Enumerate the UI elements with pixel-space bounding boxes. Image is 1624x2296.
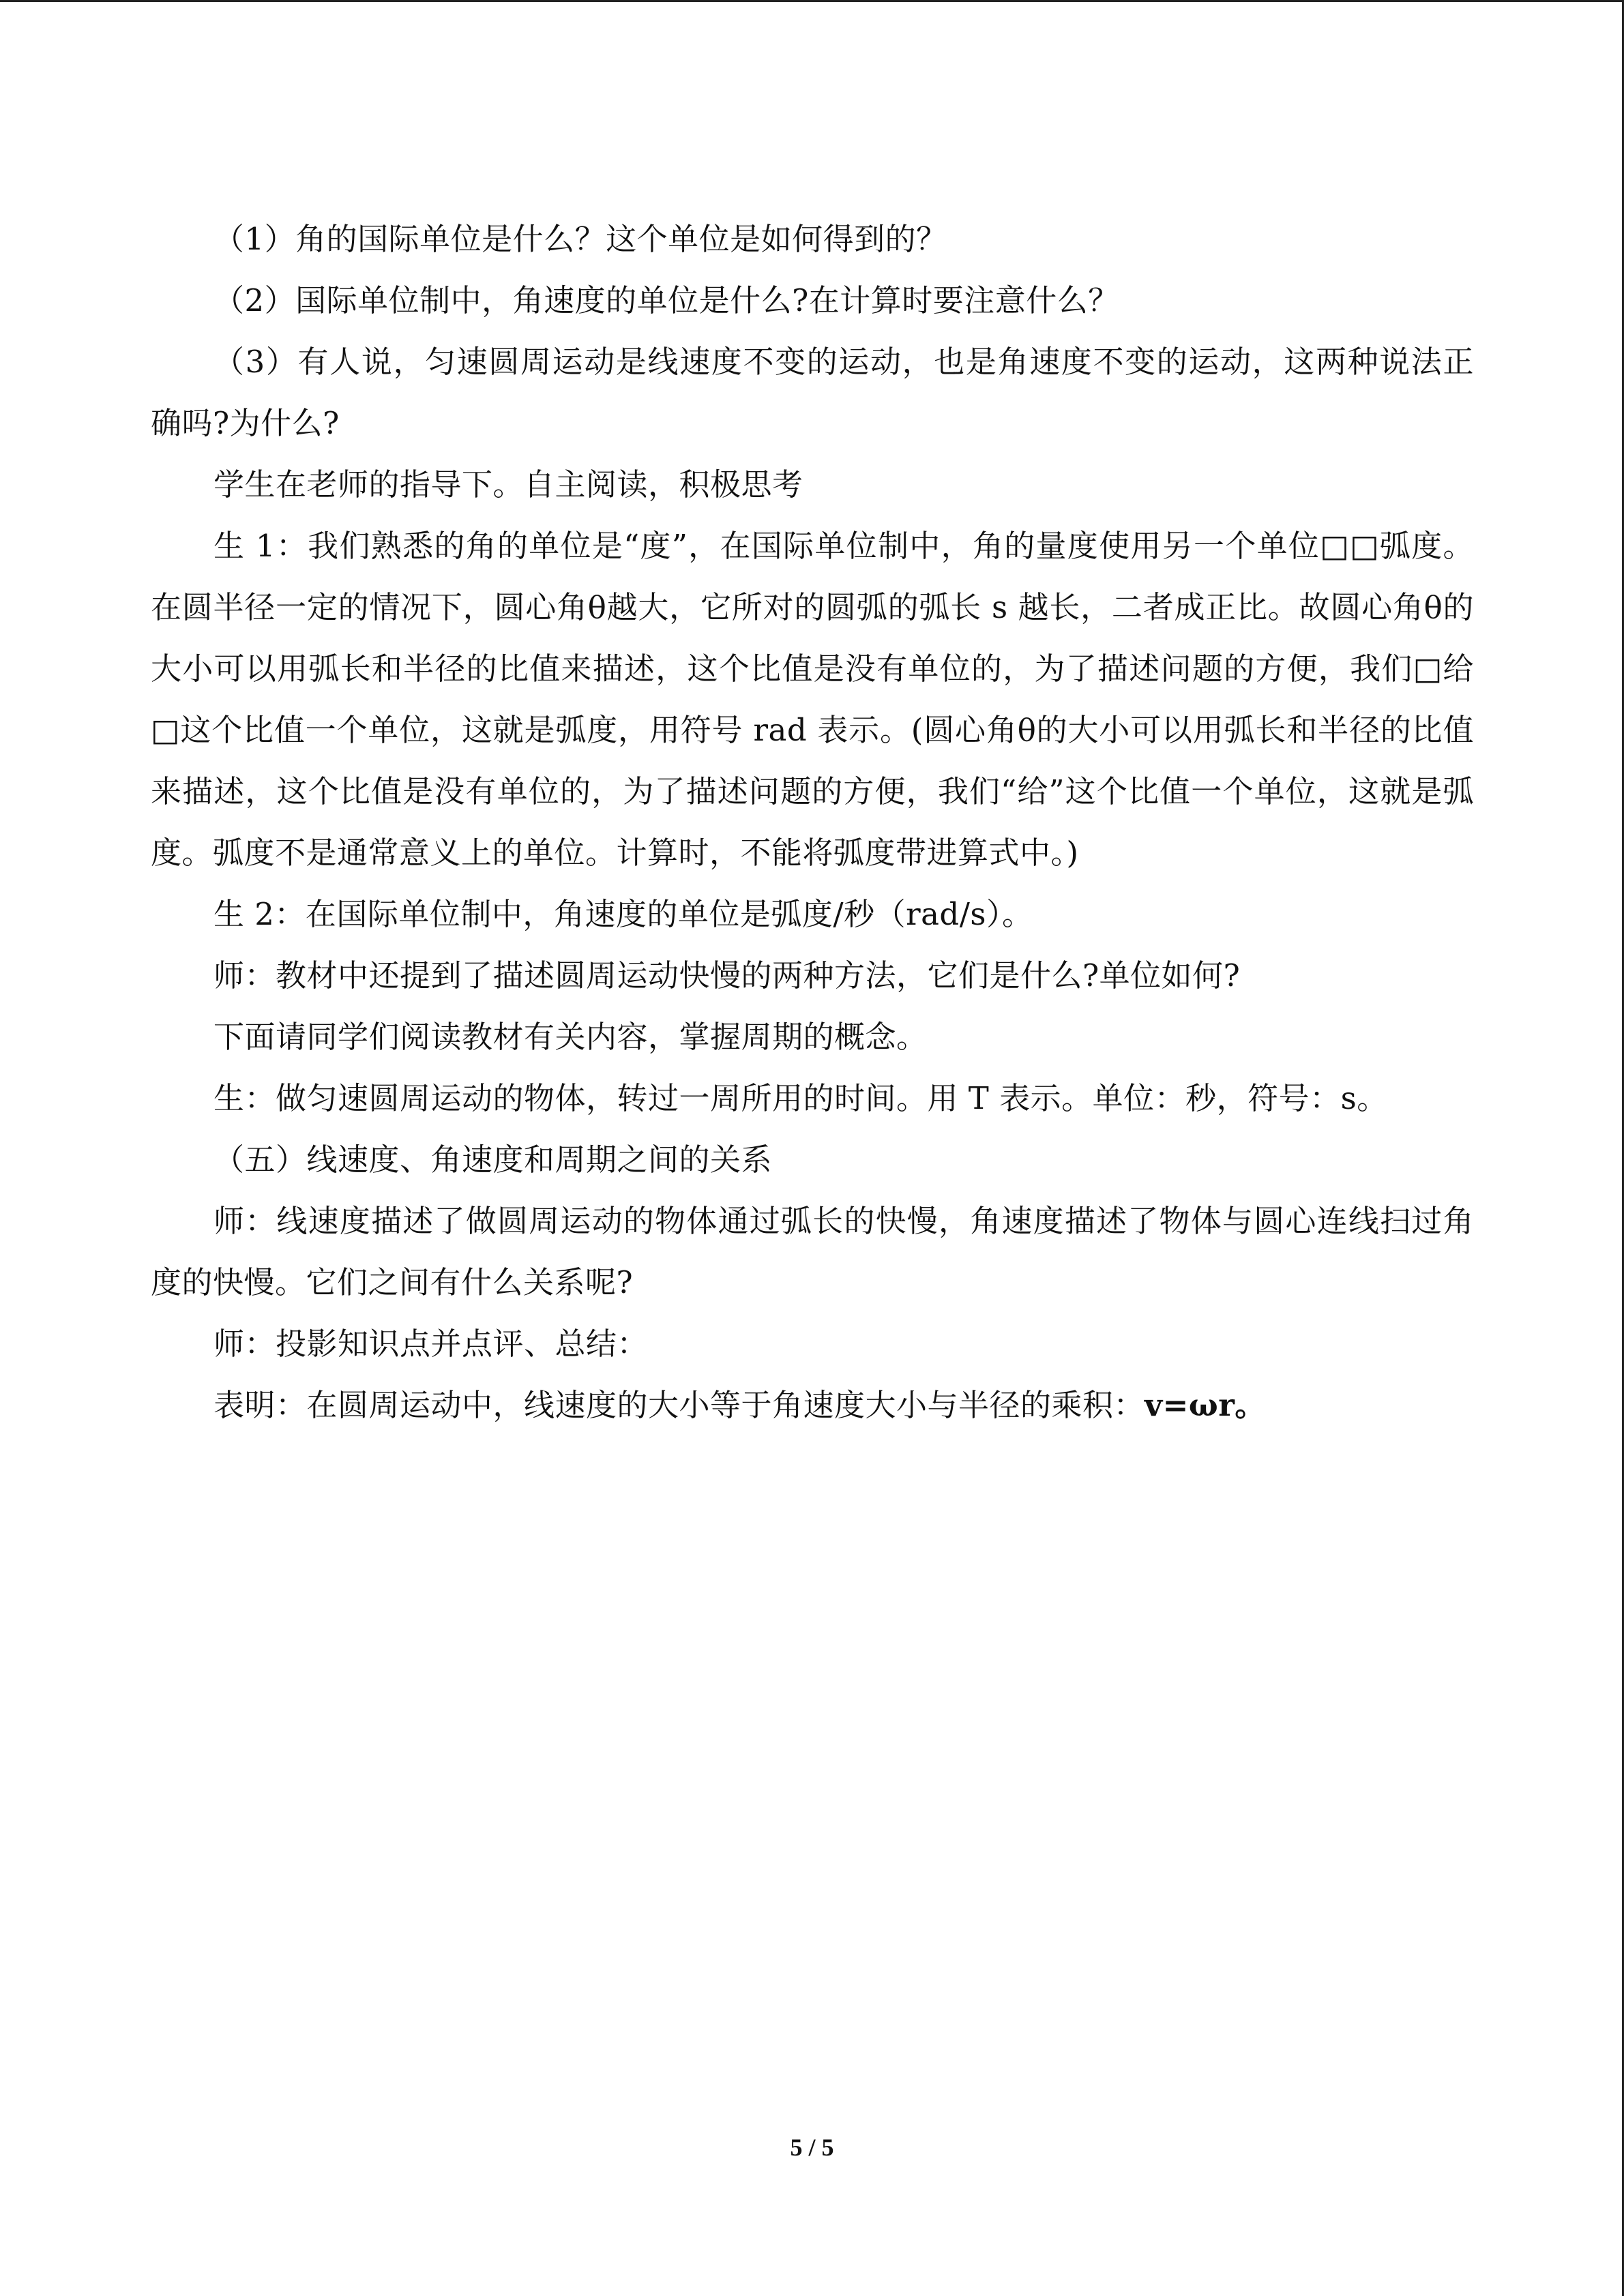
section-heading-5: （五）线速度、角速度和周期之间的关系	[213, 1142, 773, 1178]
question-3: （3）有人说，匀速圆周运动是线速度不变的运动，也是角速度不变的运动，这两种说法正确吗?为什么?	[151, 344, 1474, 441]
teacher-question: 师：教材中还提到了描述圆周运动快慢的两种方法，它们是什么?单位如何?	[213, 957, 1241, 994]
student-period-answer: 生：做匀速圆周运动的物体，转过一周所用的时间。用 T 表示。单位：秒，符号：s。	[213, 1080, 1388, 1116]
velocity-formula: v=ωr。	[1145, 1387, 1266, 1423]
page-border-top	[0, 0, 1624, 2]
conclusion-paragraph	[151, 1375, 1474, 1436]
page-number: 5 / 5	[790, 2134, 834, 2161]
question-1: （1）角的国际单位是什么？这个单位是如何得到的？	[213, 221, 947, 257]
student-1-answer: 生 1：我们熟悉的角的单位是“度”，在国际单位制中，角的量度使用另一个单位□□弧度。在圆半径一定的情况下，圆心角θ越大，它所对的圆弧的弧长 s 越长，二者成正比。故圆心角θ的大小可以用弧长和半径的比值来描述，这个比值是没有单位的，为了描述问题的方便，我们□给□这个比值一个单位，这就是弧度，用符号 rad 表示。(圆心角θ的大小可以用弧长和半径的比值来描述，这个比值是没有单位的，为了描述问题的方便，我们“给”这个比值一个单位，这就是弧度。弧度不是通常意义上的单位。计算时，不能将弧度带进算式中。)	[151, 528, 1474, 871]
conclusion-text: 表明：在圆周运动中，线速度的大小等于角速度大小与半径的乘积：	[213, 1387, 1145, 1423]
teacher-relation-question: 师：线速度描述了做圆周运动的物体通过弧长的快慢，角速度描述了物体与圆心连线扫过角度的快慢。它们之间有什么关系呢?	[151, 1203, 1474, 1300]
student-2-answer: 生 2：在国际单位制中，角速度的单位是弧度/秒（rad/s）。	[213, 896, 1033, 932]
question-2: （2）国际单位制中，角速度的单位是什么?在计算时要注意什么？	[213, 282, 1119, 318]
teacher-summary: 师：投影知识点并点评、总结：	[213, 1326, 649, 1362]
reading-instruction: 下面请同学们阅读教材有关内容，掌握周期的概念。	[213, 1019, 928, 1055]
instruction-paragraph: 学生在老师的指导下。自主阅读，积极思考	[213, 466, 803, 503]
document-body	[151, 209, 1474, 1436]
